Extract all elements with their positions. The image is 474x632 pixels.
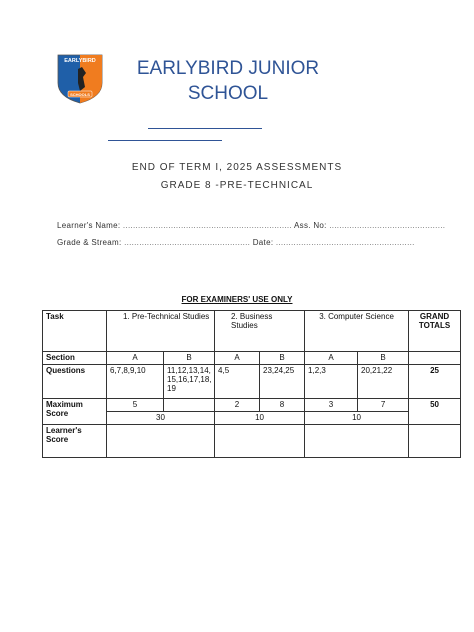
ass-no-field[interactable]: .............................................. bbox=[329, 221, 446, 230]
section-total-cell bbox=[409, 352, 461, 365]
learner-name-field[interactable]: ................................................................... bbox=[122, 221, 292, 230]
section-cell: A bbox=[107, 352, 164, 365]
table-row bbox=[43, 399, 461, 412]
ass-no-label: Ass. No: bbox=[294, 221, 327, 230]
section-cell: B bbox=[164, 352, 215, 365]
marks-table bbox=[42, 310, 461, 458]
assessment-title: END OF TERM I, 2025 ASSESSMENTS bbox=[131, 162, 343, 173]
date-field[interactable]: ....................................................... bbox=[275, 238, 415, 247]
questions-cell: 11,12,13,14, 15,16,17,18, 19 bbox=[164, 365, 215, 399]
school-name-line1: EARLYBIRD JUNIOR bbox=[136, 58, 320, 79]
max-score-cell: 3 bbox=[305, 399, 358, 412]
section-label: Section bbox=[43, 352, 107, 365]
questions-total: 25 bbox=[409, 365, 461, 399]
school-name-line2: SCHOOL bbox=[187, 83, 269, 104]
grand-totals-header: GRAND TOTALS bbox=[409, 311, 461, 352]
questions-cell: 4,5 bbox=[215, 365, 260, 399]
learner-score-label: Learner's Score bbox=[43, 425, 107, 458]
max-score-total: 50 bbox=[409, 399, 461, 425]
learner-score-cell[interactable] bbox=[305, 425, 409, 458]
max-score-cell: 7 bbox=[358, 399, 409, 412]
learner-name-row bbox=[57, 221, 445, 230]
grade-stream-row bbox=[57, 238, 415, 247]
table-row bbox=[43, 311, 461, 352]
subject-max-cell: 30 bbox=[107, 412, 215, 425]
subject-header: 1. Pre-Technical Studies bbox=[107, 311, 215, 352]
assessment-subtitle: GRADE 8 -PRE-TECHNICAL bbox=[160, 180, 314, 191]
school-logo bbox=[56, 53, 104, 105]
task-header: Task bbox=[43, 311, 107, 352]
learner-score-cell[interactable] bbox=[107, 425, 215, 458]
subject-header: 2. Business Studies bbox=[215, 311, 305, 352]
questions-cell: 20,21,22 bbox=[358, 365, 409, 399]
table-row bbox=[43, 365, 461, 399]
questions-cell: 1,2,3 bbox=[305, 365, 358, 399]
learner-score-cell[interactable] bbox=[215, 425, 305, 458]
max-score-cell: 2 bbox=[215, 399, 260, 412]
learner-name-label: Learner's Name: bbox=[57, 221, 121, 230]
divider-line bbox=[108, 140, 222, 141]
table-row bbox=[43, 425, 461, 458]
grade-stream-field[interactable]: .................................................. bbox=[124, 238, 251, 247]
section-cell: A bbox=[215, 352, 260, 365]
examiners-note: FOR EXAMINERS' USE ONLY bbox=[181, 295, 293, 304]
questions-cell: 23,24,25 bbox=[260, 365, 305, 399]
logo-text-bottom: SCHOOLS bbox=[70, 92, 90, 97]
grade-stream-label: Grade & Stream: bbox=[57, 238, 122, 247]
subject-max-cell: 10 bbox=[305, 412, 409, 425]
shield-icon bbox=[56, 53, 104, 105]
questions-label: Questions bbox=[43, 365, 107, 399]
max-score-label: Maximum Score bbox=[43, 399, 107, 425]
questions-cell: 6,7,8,9,10 bbox=[107, 365, 164, 399]
date-label: Date: bbox=[252, 238, 274, 247]
section-cell: B bbox=[260, 352, 305, 365]
max-score-cell: 5 bbox=[107, 399, 164, 412]
logo-text-top: EARLYBIRD bbox=[64, 58, 96, 64]
section-cell: A bbox=[305, 352, 358, 365]
subject-header: 3. Computer Science bbox=[305, 311, 409, 352]
school-name bbox=[128, 56, 328, 106]
learner-score-total[interactable] bbox=[409, 425, 461, 458]
max-score-cell: 8 bbox=[260, 399, 305, 412]
divider-line bbox=[148, 128, 262, 129]
max-score-cell bbox=[164, 399, 215, 412]
subject-max-cell: 10 bbox=[215, 412, 305, 425]
table-row bbox=[43, 352, 461, 365]
section-cell: B bbox=[358, 352, 409, 365]
